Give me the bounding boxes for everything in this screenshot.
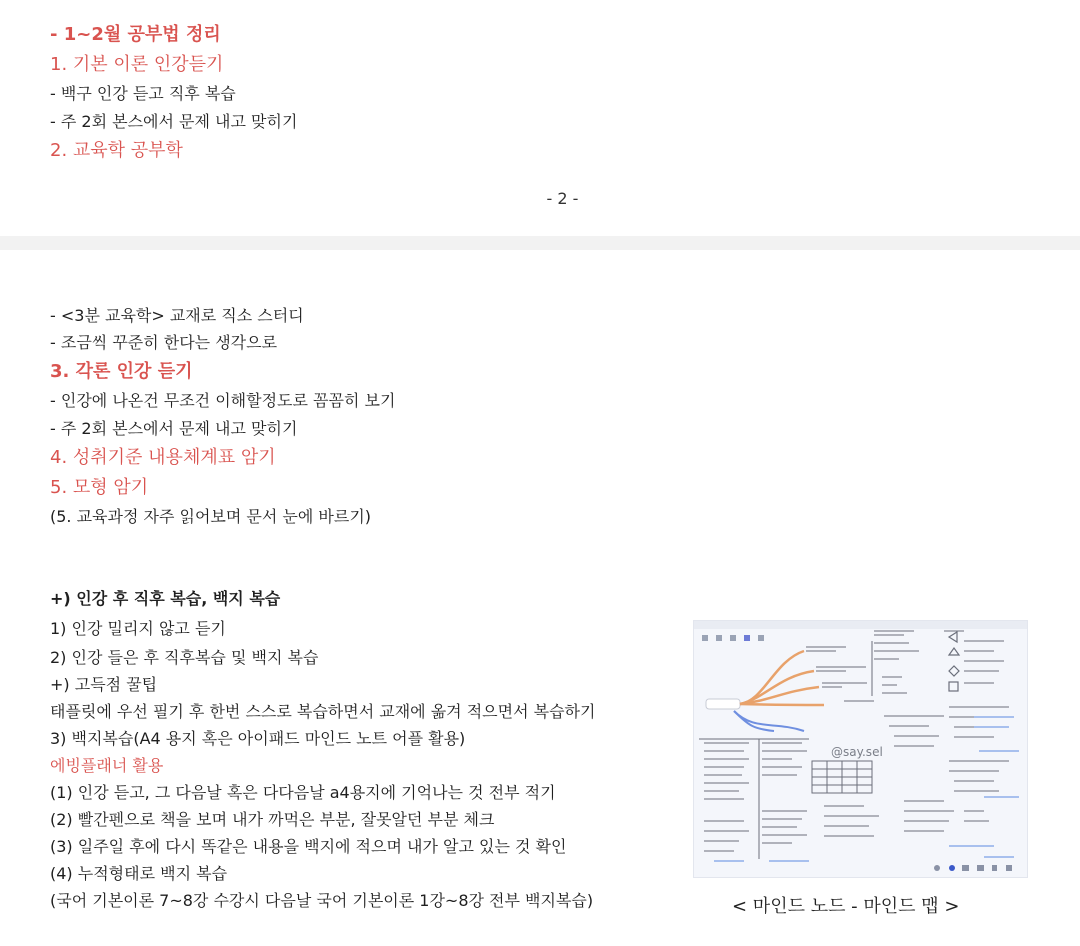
page-separator <box>0 236 1080 250</box>
tip-line: (4) 누적형태로 백지 복습 <box>50 864 228 883</box>
tip-line: (1) 인강 듣고, 그 다음날 혹은 다다음날 a4용지에 기억나는 것 전부 적기 <box>50 783 556 802</box>
tip-heading: +) 인강 후 직후 복습, 백지 복습 <box>50 589 281 608</box>
tip-line: 1) 인강 밀리지 않고 듣기 <box>50 619 226 638</box>
item-2: 2. 교육학 공부학 <box>50 140 183 161</box>
tip-line-highlight: 에빙플래너 활용 <box>50 756 164 775</box>
item-4: 4. 성취기준 내용체계표 암기 <box>50 447 276 468</box>
section-heading: - 1~2월 공부법 정리 <box>50 24 221 45</box>
mind-map-drawing <box>694 621 1027 877</box>
item-3: 3. 각론 인강 듣기 <box>50 361 193 382</box>
bullet: - <3분 교육학> 교재로 직소 스터디 <box>50 306 304 325</box>
tip-line: (국어 기본이론 7~8강 수강시 다음날 국어 기본이론 1강~8강 전부 백지복습) <box>50 891 594 910</box>
tip-line: +) 고득점 꿀팁 <box>50 675 158 694</box>
item-5: 5. 모형 암기 <box>50 477 149 498</box>
tip-line: 2) 인강 들은 후 직후복습 및 백지 복습 <box>50 648 319 667</box>
tip-line: (3) 일주일 후에 다시 똑같은 내용을 백지에 적으며 내가 알고 있는 것 확인 <box>50 837 567 856</box>
watermark-text: @say.sel <box>831 745 883 759</box>
tip-line: 태플릿에 우선 필기 후 한번 스스로 복습하면서 교재에 옮겨 적으면서 복습하기 <box>50 702 596 721</box>
mind-map-screenshot <box>693 620 1028 878</box>
tip-line: (2) 빨간펜으로 책을 보며 내가 까먹은 부분, 잘못알던 부분 체크 <box>50 810 495 829</box>
bullet: - 주 2회 본스에서 문제 내고 맞히기 <box>50 112 298 131</box>
item-1: 1. 기본 이론 인강듣기 <box>50 54 224 75</box>
bullet: - 백구 인강 듣고 직후 복습 <box>50 84 236 103</box>
bullet: - 주 2회 본스에서 문제 내고 맞히기 <box>50 419 298 438</box>
note: (5. 교육과정 자주 읽어보며 문서 눈에 바르기) <box>50 507 372 526</box>
page-number: - 2 - <box>546 189 579 208</box>
bullet: - 조금씩 꾸준히 한다는 생각으로 <box>50 333 278 352</box>
image-caption: < 마인드 노드 - 마인드 맵 > <box>732 896 960 917</box>
bullet: - 인강에 나온건 무조건 이해할정도로 꼼꼼히 보기 <box>50 391 396 410</box>
tip-line: 3) 백지복습(A4 용지 혹은 아이패드 마인드 노트 어플 활용) <box>50 729 466 748</box>
